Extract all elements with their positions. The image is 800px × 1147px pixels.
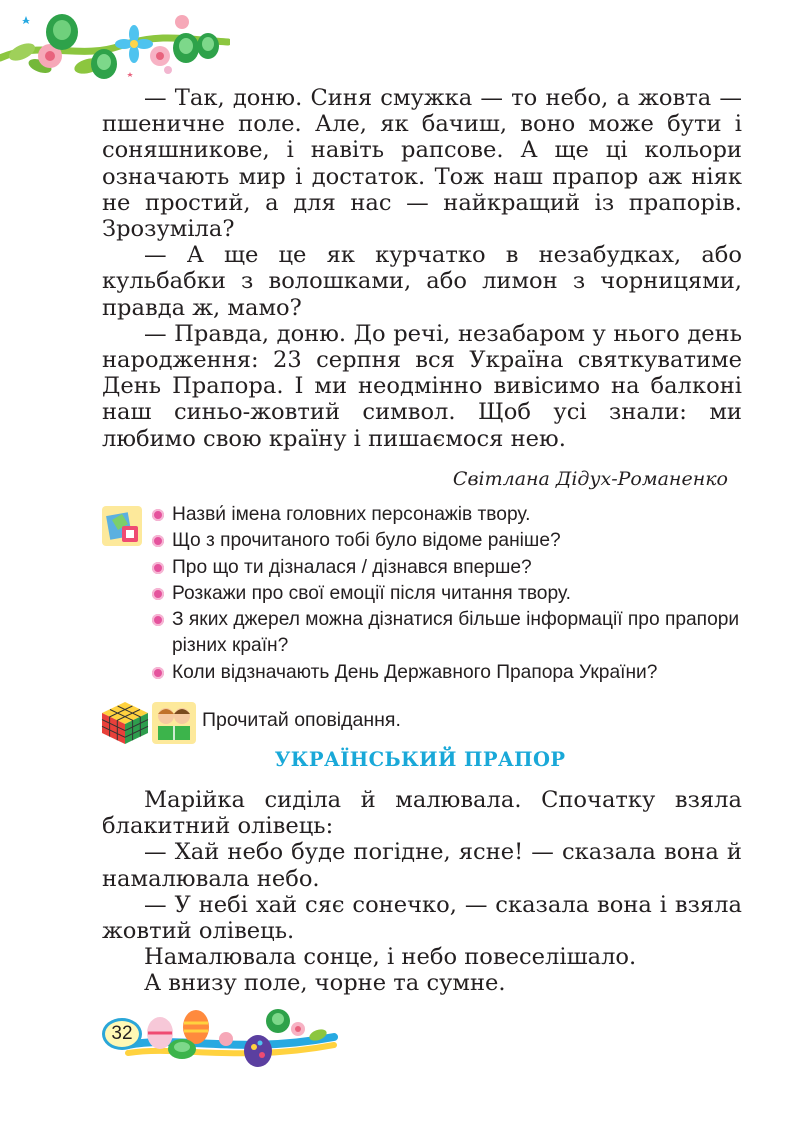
paragraph: — Так, доню. Синя смужка — то небо, а жовта — пшеничне поле. Але, як бачиш, воно може бути і соняшникове, і навіть рапсове. А ще ці кольори означають мир і достаток. Тож наш прапор аж ніяк не простий, а для нас — найкращий із прапорів. Зрозуміла? xyxy=(102,85,742,243)
bullet-icon xyxy=(152,588,164,600)
question-item: Назви́ імена головних персонажів твору. xyxy=(150,502,750,528)
paragraph: — У небі хай сяє сонечко, — сказала вона і взяла жовтий олівець. xyxy=(102,891,742,945)
task-instruction: Прочитай оповідання. xyxy=(202,708,401,731)
paragraph: Марійка сиділа й малювала. Спочатку взяла блакитний олівець: xyxy=(102,787,742,840)
question-item: Коли відзначають День Державного Прапора України? xyxy=(150,660,750,686)
bullet-icon xyxy=(152,614,164,626)
question-item: Розкажи про свої емоції після читання твору. xyxy=(150,581,750,607)
paragraph: — Правда, доню. До речі, незабаром у нього день народження: 23 серпня вся Україна святкуватиме День Прапора. І ми неодмінно вивісимо на балконі наш синьо-жовтий символ. Щоб усі знали: ми любимо свою країну і пишаємося нею. xyxy=(102,320,742,452)
book-questions-icon xyxy=(100,502,148,550)
bullet-icon xyxy=(152,509,164,521)
author-name: Світлана Дідух-Романенко xyxy=(452,468,728,490)
paragraph: — Хай небо буде погідне, ясне! — сказала вона й намалювала небо. xyxy=(102,839,742,892)
page-number: 32 xyxy=(102,1018,142,1050)
paragraph: А внизу поле, чорне та сумне. xyxy=(144,970,506,997)
children-reading-icon xyxy=(150,700,198,746)
story-text xyxy=(102,787,742,997)
bullet-icon xyxy=(152,562,164,574)
question-item: Про що ти дізналася / дізнався вперше? xyxy=(150,555,750,581)
rubiks-cube-icon xyxy=(100,700,150,746)
story-continuation xyxy=(102,85,742,452)
bullet-icon xyxy=(152,535,164,547)
reading-task xyxy=(100,700,401,746)
question-item: З яких джерел можна дізнатися більше інформації про прапори різних країн? xyxy=(150,607,750,660)
paragraph: Намалювала сонце, і небо повеселішало. xyxy=(144,944,637,971)
bullet-icon xyxy=(152,667,164,679)
paragraph: — А ще це як курчатко в незабудках, або кульбабки з волошками, або лимон з чорницями, правда ж, мамо? xyxy=(102,242,742,321)
question-item: Що з прочитаного тобі було відоме раніше? xyxy=(150,528,750,554)
question-list xyxy=(150,502,750,686)
floral-decoration-top xyxy=(0,0,230,90)
story-title: УКРАЇНСЬКИЙ ПРАПОР xyxy=(274,748,566,771)
